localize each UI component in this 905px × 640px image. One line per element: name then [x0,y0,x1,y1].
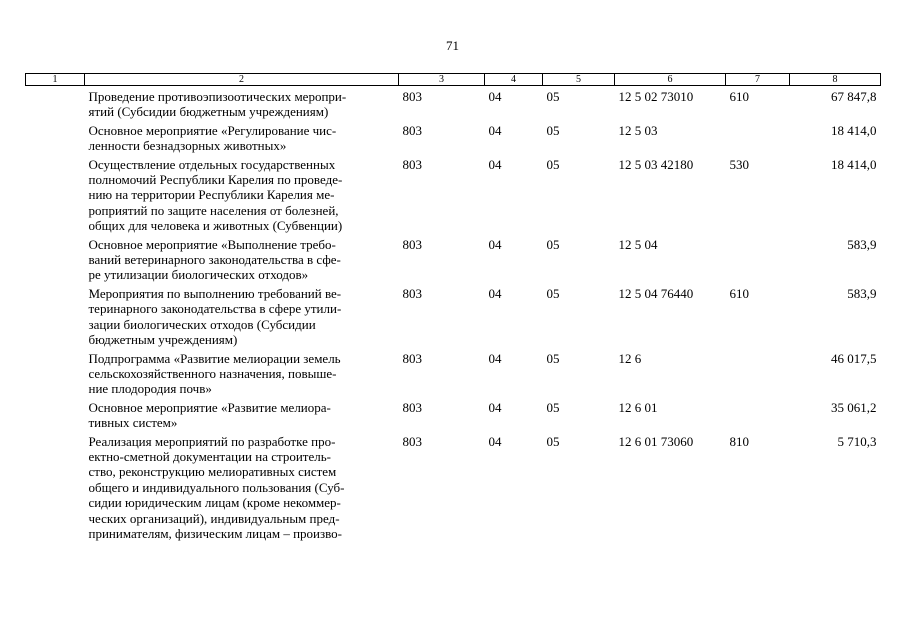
cell-target-article: 12 5 03 42180 [618,156,694,172]
cell-amount: 67 847,8 [831,89,877,104]
cell-amount: 583,9 [847,236,877,252]
row-name-line: Осуществление отдельных государственных [88,156,336,172]
cell-col-1 [26,86,85,120]
cell-subsection: 05 [546,433,560,449]
cell-section: 04 [488,122,502,138]
cell-amount: 35 061,2 [831,399,877,415]
header-col-2: 2 [85,74,399,86]
cell-col-1 [26,431,85,542]
cell-target-article: 12 5 02 73010 [618,89,694,104]
row-name-line: общих для человека и животных (Субвенции) [88,218,343,234]
row-name [85,397,399,431]
row-name-line: Подпрограмма «Развитие мелиорации земель [88,350,341,366]
row-name-line: ние плодородия почв» [88,381,212,397]
cell-gr-code: 803 [402,156,422,172]
row-name-line: роприятий по защите населения от болезней, [88,202,339,218]
row-name-line: Проведение противоэпизоотических меропри- [88,89,347,104]
table-row [26,234,881,283]
row-name-line: тивных систем» [88,415,178,431]
row-name-line: Реализация мероприятий по разработке про- [88,433,336,449]
table-row [26,154,881,234]
cell-expense-type: 810 [729,433,749,449]
row-name-line: ятий (Субсидии бюджетным учреждениям) [88,104,329,120]
table-row [26,86,881,120]
cell-section: 04 [488,399,502,415]
cell-col-1 [26,120,85,154]
row-name-line: общего и индивидуального пользования (Суб- [88,479,345,495]
cell-expense-type: 530 [729,156,749,172]
table-row [26,431,881,542]
cell-col-1 [26,348,85,397]
cell-amount: 583,9 [847,285,877,301]
row-name [85,283,399,348]
row-name [85,348,399,397]
cell-target-article: 12 5 03 [618,122,658,138]
header-col-4: 4 [485,74,543,86]
cell-amount: 46 017,5 [831,350,877,366]
cell-subsection: 05 [546,89,560,104]
row-name-line: ленности безнадзорных животных» [88,138,287,154]
row-name-line: ектно-сметной документации на строитель- [88,448,331,464]
cell-subsection: 05 [546,285,560,301]
row-name-line: нию на территории Республики Карелия ме- [88,187,335,203]
row-name-line: Мероприятия по выполнению требований ве- [88,285,342,301]
cell-section: 04 [488,285,502,301]
row-name-line: принимателям, физическим лицам – произво- [88,525,342,541]
cell-amount: 5 710,3 [837,433,877,449]
row-name-line: Основное мероприятие «Развитие мелиора- [88,399,331,415]
cell-col-1 [26,154,85,234]
cell-amount: 18 414,0 [831,156,877,172]
cell-subsection: 05 [546,350,560,366]
cell-target-article: 12 6 01 73060 [618,433,694,449]
cell-gr-code: 803 [402,350,422,366]
table-header [26,74,881,86]
header-col-6: 6 [615,74,726,86]
cell-expense-type [726,120,790,154]
cell-gr-code: 803 [402,433,422,449]
row-name-line: сидии юридическим лицам (кроме некоммер- [88,495,341,511]
cell-section: 04 [488,433,502,449]
table-row [26,120,881,154]
cell-gr-code: 803 [402,236,422,252]
row-name [85,154,399,234]
cell-target-article: 12 6 01 [618,399,658,415]
row-name [85,234,399,283]
cell-target-article: 12 6 [618,350,642,366]
row-name [85,431,399,542]
header-col-1: 1 [26,74,85,86]
table-row [26,283,881,348]
cell-subsection: 05 [546,122,560,138]
header-col-3: 3 [399,74,485,86]
row-name-line: ство, реконструкцию мелиоративных систем [88,464,337,480]
cell-col-1 [26,397,85,431]
cell-gr-code: 803 [402,399,422,415]
row-name-line: Основное мероприятие «Выполнение требо- [88,236,336,252]
header-row [26,74,881,86]
row-name [85,120,399,154]
budget-table [25,73,881,541]
cell-col-1 [26,283,85,348]
header-col-5: 5 [543,74,615,86]
table-body [26,86,881,542]
row-name-line: бюджетным учреждениям) [88,332,238,348]
table-row [26,397,881,431]
row-name-line: сельскохозяйственного назначения, повыше- [88,365,337,381]
header-col-8: 8 [790,74,881,86]
cell-gr-code: 803 [402,122,422,138]
cell-section: 04 [488,236,502,252]
cell-subsection: 05 [546,236,560,252]
row-name-line: Основное мероприятие «Регулирование чис- [88,122,337,138]
cell-gr-code: 803 [402,89,422,104]
cell-subsection: 05 [546,156,560,172]
cell-gr-code: 803 [402,285,422,301]
table-row [26,348,881,397]
cell-col-1 [26,234,85,283]
row-name-line: теринарного законодательства в сфере утили- [88,301,342,317]
cell-section: 04 [488,89,502,104]
cell-expense-type [726,397,790,431]
cell-section: 04 [488,350,502,366]
row-name-line: ческих организаций), индивидуальным пред- [88,510,340,526]
row-name-line: зации биологических отходов (Субсидии [88,316,316,332]
cell-target-article: 12 5 04 76440 [618,285,694,301]
cell-expense-type [726,348,790,397]
cell-amount: 18 414,0 [831,122,877,138]
row-name-line: полномочий Республики Карелия по проведе- [88,172,343,188]
cell-expense-type: 610 [729,89,749,104]
row-name-line: ваний ветеринарного законодательства в сфе- [88,252,341,268]
cell-expense-type [726,234,790,283]
cell-expense-type: 610 [729,285,749,301]
page-number: 71 [446,38,459,53]
cell-subsection: 05 [546,399,560,415]
row-name-line: ре утилизации биологических отходов» [88,267,309,283]
cell-section: 04 [488,156,502,172]
row-name [85,86,399,120]
cell-target-article: 12 5 04 [618,236,658,252]
header-col-7: 7 [726,74,790,86]
